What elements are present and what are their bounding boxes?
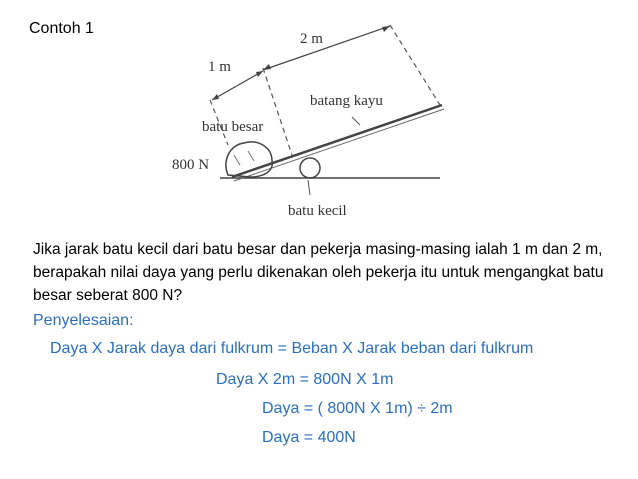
- label-weight: 800 N: [172, 157, 210, 173]
- label-1m: 1 m: [208, 59, 231, 75]
- small-stone: [300, 158, 320, 178]
- label-small-stone: batu kecil: [288, 203, 347, 219]
- label-big-stone: batu besar: [202, 119, 264, 135]
- equation-line: Daya X Jarak daya dari fulkrum = Beban X Jarak beban dari fulkrum: [50, 340, 534, 357]
- equation-line: Daya X 2m = 800N X 1m: [216, 371, 394, 388]
- question-text: Jika jarak batu kecil dari batu besar dan pekerja masing-masing ialah 1 m dan 2 m, berapakah nilai daya yang perlu dikenakan oleh pekerja itu untuk mengangkat batu besar seberat 800 N?: [33, 241, 604, 304]
- equation-line: Daya = 400N: [262, 429, 356, 446]
- plank: [232, 105, 442, 177]
- solution-heading: Penyelesaian:: [33, 312, 134, 329]
- lever-diagram: [160, 5, 450, 225]
- label-2m: 2 m: [300, 31, 323, 47]
- label-plank: batang kayu: [310, 93, 383, 109]
- equation-line: Daya = ( 800N X 1m) ÷ 2m: [262, 400, 453, 417]
- slide-title: Contoh 1: [29, 20, 94, 37]
